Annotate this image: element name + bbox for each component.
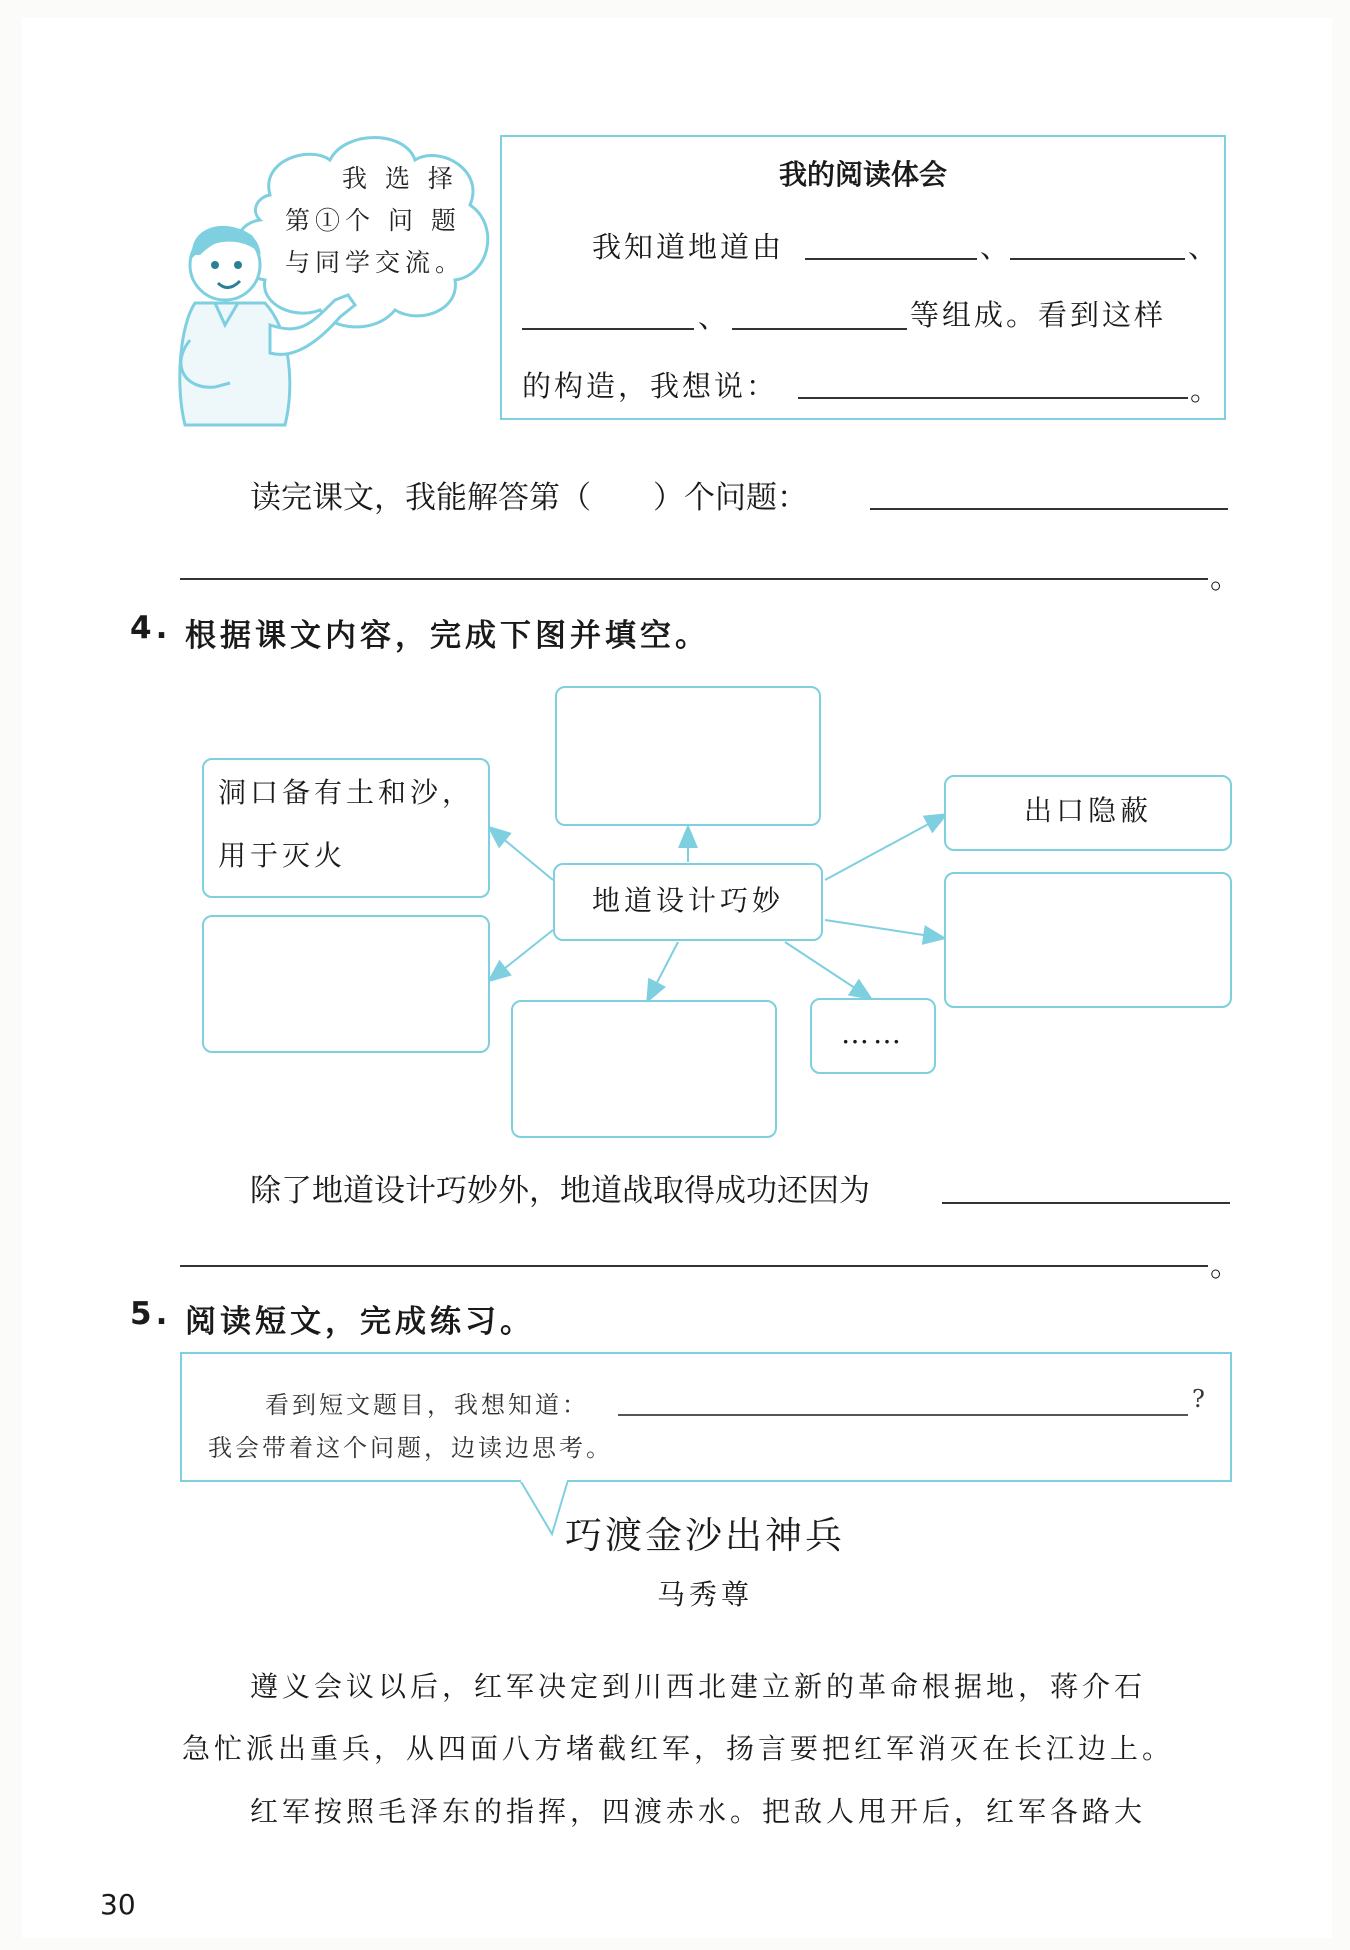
diagram-box-left-bottom[interactable] xyxy=(202,915,490,1053)
diagram-exit-label: 出口隐蔽 xyxy=(1023,794,1152,827)
reading-box-title: 我的阅读体会 xyxy=(778,158,947,191)
speech-blank[interactable] xyxy=(618,1414,1188,1416)
reading-line-3-end: 。 xyxy=(1190,373,1223,407)
section-4-number: 4. xyxy=(130,610,172,646)
reading-line-1-prefix: 我知道地道由 xyxy=(592,230,785,264)
article-title: 巧渡金沙出神兵 xyxy=(565,1514,845,1557)
separator-2: 、 xyxy=(1188,230,1221,264)
arrow-to-left-bottom-box xyxy=(490,930,553,980)
bubble-line-1: 我 选 择 xyxy=(342,164,458,193)
paragraph-line-3: 红军按照毛泽东的指挥，四渡赤水。把敌人甩开后，红军各路大 xyxy=(250,1795,1147,1828)
section-5-number: 5. xyxy=(130,1296,172,1332)
paragraph-line-2: 急忙派出重兵，从四面八方堵截红军，扬言要把红军消灭在长江边上。 xyxy=(182,1732,1175,1765)
question-answer-prompt: 读完课文，我能解答第（ ）个问题： xyxy=(250,480,808,516)
left-top-text-2: 用于灭火 xyxy=(218,839,347,872)
speech-line-1: 看到短文题目，我想知道： xyxy=(265,1391,589,1419)
diagram-box-right-bottom[interactable] xyxy=(944,872,1232,1008)
section-4-title: 根据课文内容，完成下图并填空。 xyxy=(185,618,710,654)
arrow-to-dots-box xyxy=(785,942,870,998)
section-4-fill-end: 。 xyxy=(1210,1248,1241,1284)
diagram-box-bottom[interactable] xyxy=(511,1000,777,1138)
reading-line-2-suffix: 等组成。看到这样 xyxy=(910,298,1167,332)
section-5-title: 阅读短文，完成练习。 xyxy=(185,1304,535,1340)
reading-line-3-prefix: 的构造，我想说： xyxy=(522,369,779,403)
section-4-blank-2[interactable] xyxy=(180,1265,1208,1267)
bubble-line-3: 与同学交流。 xyxy=(285,248,466,277)
left-top-text-1: 洞口备有土和沙， xyxy=(218,776,475,809)
page-number: 30 xyxy=(100,1888,136,1921)
bubble-line-2: 第①个 问 题 xyxy=(285,206,461,235)
section-4-fill-text: 除了地道设计巧妙外，地道战取得成功还因为 xyxy=(250,1173,870,1209)
separator-1: 、 xyxy=(980,230,1013,264)
answer-end: 。 xyxy=(1210,560,1241,596)
diagram-box-top[interactable] xyxy=(555,686,821,826)
diagram-dots-label: …… xyxy=(841,1017,905,1050)
paragraph-line-1: 遵义会议以后，红军决定到川西北建立新的革命根据地，蒋介石 xyxy=(250,1670,1147,1703)
separator-3: 、 xyxy=(698,300,731,334)
speech-line-2: 我会带着这个问题，边读边思考。 xyxy=(208,1434,613,1462)
speech-question-mark: ? xyxy=(1192,1385,1208,1413)
section-4-blank-1[interactable] xyxy=(942,1202,1230,1204)
arrow-to-right-bottom-box xyxy=(825,920,943,938)
diagram-center-label: 地道设计巧妙 xyxy=(591,884,784,917)
article-author: 马秀尊 xyxy=(656,1578,753,1611)
arrow-to-bottom-box xyxy=(648,942,678,1000)
arrow-to-left-top-box xyxy=(490,828,553,880)
arrow-to-exit-box xyxy=(825,815,945,880)
